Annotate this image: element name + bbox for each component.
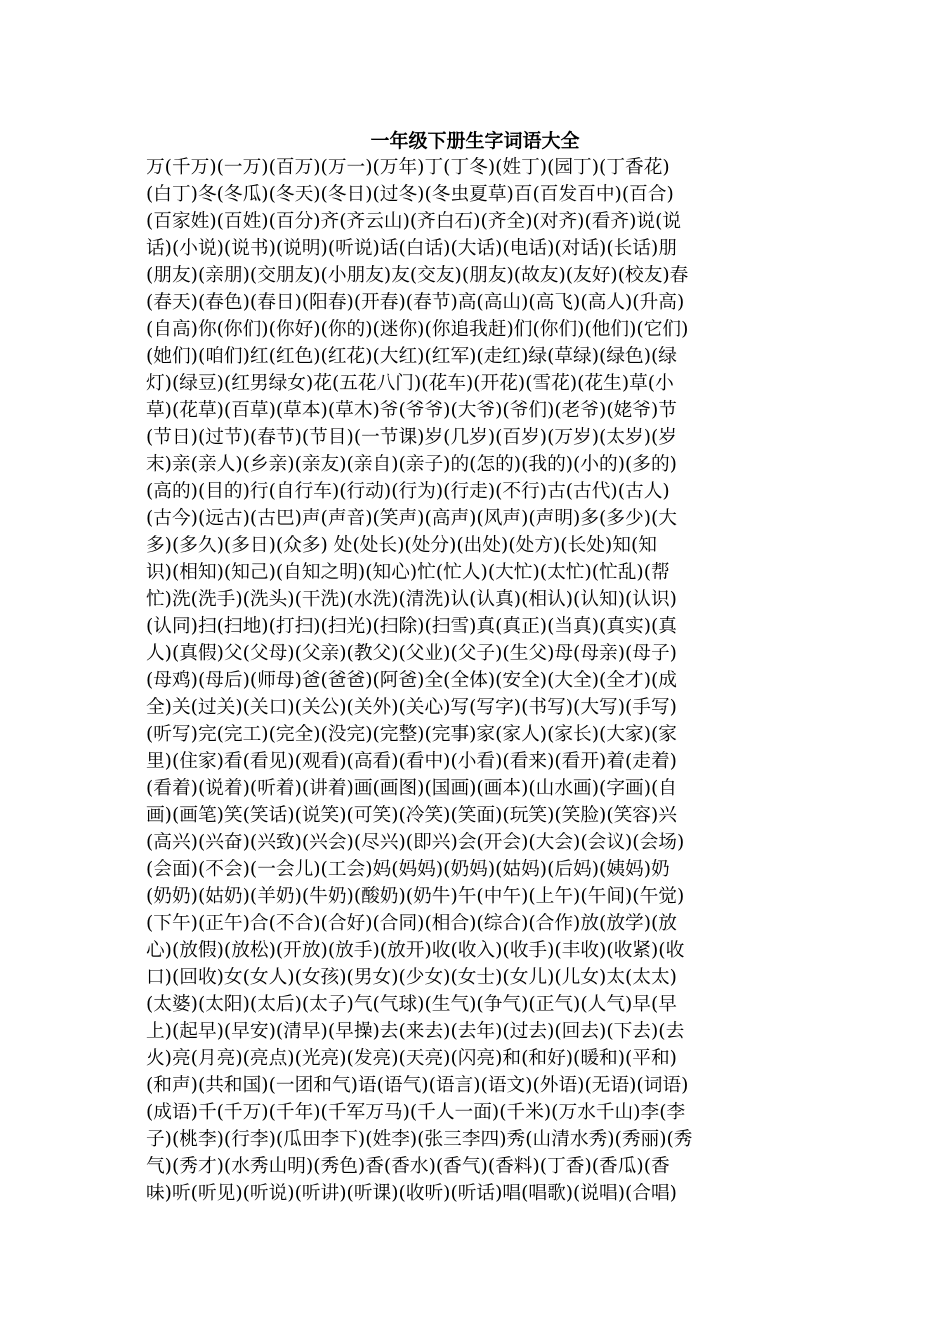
- text-line: (白丁)冬(冬瓜)(冬天)(冬日)(过冬)(冬虫夏草)百(百发百中)(百合): [146, 184, 674, 205]
- text-line: (母鸡)(母后)(师母)爸(爸爸)(阿爸)全(全体)(安全)(大全)(全才)(成: [146, 670, 677, 691]
- text-line: 人)(真假)父(父母)(父亲)(教父)(父业)(父子)(生父)母(母亲)(母子): [146, 643, 677, 664]
- document-title: 一年级下册生字词语大全: [370, 130, 580, 152]
- text-line: 末)亲(亲人)(乡亲)(亲友)(亲自)(亲子)的(怎的)(我的)(小的)(多的): [146, 454, 677, 475]
- text-line: (古今)(远古)(古巴)声(声音)(笑声)(高声)(风声)(声明)多(多少)(大: [146, 508, 677, 529]
- text-line: 画)(画笔)笑(笑话)(说笑)(可笑)(冷笑)(笑面)(玩笑)(笑脸)(笑容)兴: [146, 805, 677, 826]
- text-line: (看着)(说着)(听着)(讲着)画(画图)(国画)(画本)(山水画)(字画)(自: [146, 778, 677, 799]
- text-line: (节日)(过节)(春节)(节目)(一节课)岁(几岁)(百岁)(万岁)(太岁)(岁: [146, 427, 677, 448]
- text-line: (太婆)(太阳)(太后)(太子)气(气球)(生气)(争气)(正气)(人气)早(早: [146, 994, 677, 1015]
- text-line: 灯)(绿豆)(红男绿女)花(五花八门)(花车)(开花)(雪花)(花生)草(小: [146, 373, 674, 394]
- text-line: 草)(花草)(百草)(草本)(草木)爷(爷爷)(大爷)(爷们)(老爷)(姥爷)节: [146, 400, 677, 421]
- text-line: 口)(回收)女(女人)(女孩)(男女)(少女)(女士)(女儿)(儿女)太(太太): [146, 967, 677, 988]
- text-line: 上)(起早)(早安)(清早)(早操)去(来去)(去年)(过去)(回去)(下去)(去: [146, 1021, 685, 1042]
- text-line: (高的)(目的)行(自行车)(行动)(行为)(行走)(不行)古(古代)(古人): [146, 481, 670, 502]
- text-line: (成语)千(千万)(千年)(千军万马)(千人一面)(千米)(万水千山)李(李: [146, 1102, 686, 1123]
- text-line: (春天)(春色)(春日)(阳春)(开春)(春节)高(高山)(高飞)(高人)(升高): [146, 292, 685, 313]
- text-line: 火)亮(月亮)(亮点)(光亮)(发亮)(天亮)(闪亮)和(和好)(暖和)(平和): [146, 1048, 677, 1069]
- text-line: 多)(多久)(多日)(众多) 处(处长)(处分)(出处)(处方)(长处)知(知: [146, 535, 657, 556]
- text-line: 忙)洗(洗手)(洗头)(干洗)(水洗)(清洗)认(认真)(相认)(认知)(认识): [146, 589, 677, 610]
- text-line: 气)(秀才)(水秀山明)(秀色)香(香水)(香气)(香料)(丁香)(香瓜)(香: [146, 1156, 670, 1177]
- text-line: 识)(相知)(知己)(自知之明)(知心)忙(忙人)(大忙)(太忙)(忙乱)(帮: [146, 562, 670, 583]
- text-line: 全)关(过关)(关口)(关公)(关外)(关心)写(写字)(书写)(大写)(手写): [146, 697, 677, 718]
- text-line: (会面)(不会)(一会儿)(工会)妈(妈妈)(奶妈)(姑妈)(后妈)(姨妈)奶: [146, 859, 670, 880]
- text-line: (高兴)(兴奋)(兴致)(兴会)(尽兴)(即兴)会(开会)(大会)(会议)(会场): [146, 832, 685, 853]
- text-line: (她们)(咱们)红(红色)(红花)(大红)(红军)(走红)绿(草绿)(绿色)(绿: [146, 346, 677, 367]
- text-line: (听写)完(完工)(完全)(没完)(完整)(完事)家(家人)(家长)(大家)(家: [146, 724, 677, 745]
- text-line: 话)(小说)(说书)(说明)(听说)话(白话)(大话)(电话)(对话)(长话)朋: [146, 238, 677, 259]
- text-line: (下午)(正午)合(不合)(合好)(合同)(相合)(综合)(合作)放(放学)(放: [146, 913, 677, 934]
- text-line: (百家姓)(百姓)(百分)齐(齐云山)(齐白石)(齐全)(对齐)(看齐)说(说: [146, 211, 682, 232]
- text-line: 万(千万)(一万)(百万)(万一)(万年)丁(丁冬)(姓丁)(园丁)(丁香花): [146, 157, 670, 178]
- text-line: 心)(放假)(放松)(开放)(放手)(放开)收(收入)(收手)(丰收)(收紧)(收: [146, 940, 685, 961]
- text-line: 味)听(听见)(听说)(听讲)(听课)(收听)(听话)唱(唱歌)(说唱)(合唱): [146, 1183, 677, 1204]
- vocabulary-list: [146, 154, 806, 1207]
- text-line: 子)(桃李)(行李)(瓜田李下)(姓李)(张三李四)秀(山清水秀)(秀丽)(秀: [146, 1129, 693, 1150]
- text-line: (认同)扫(扫地)(打扫)(扫光)(扫除)(扫雪)真(真正)(当真)(真实)(真: [146, 616, 677, 637]
- text-line: 里)(住家)看(看见)(观看)(高看)(看中)(小看)(看来)(看开)着(走着): [146, 751, 677, 772]
- text-line: (自高)你(你们)(你好)(你的)(迷你)(你追我赶)们(你们)(他们)(它们): [146, 319, 689, 340]
- text-line: (奶奶)(姑奶)(羊奶)(牛奶)(酸奶)(奶牛)午(中午)(上午)(午间)(午觉): [146, 886, 685, 907]
- text-line: (和声)(共和国)(一团和气)语(语气)(语言)(语文)(外语)(无语)(词语): [146, 1075, 689, 1096]
- text-line: (朋友)(亲朋)(交朋友)(小朋友)友(交友)(朋友)(故友)(友好)(校友)春: [146, 265, 689, 286]
